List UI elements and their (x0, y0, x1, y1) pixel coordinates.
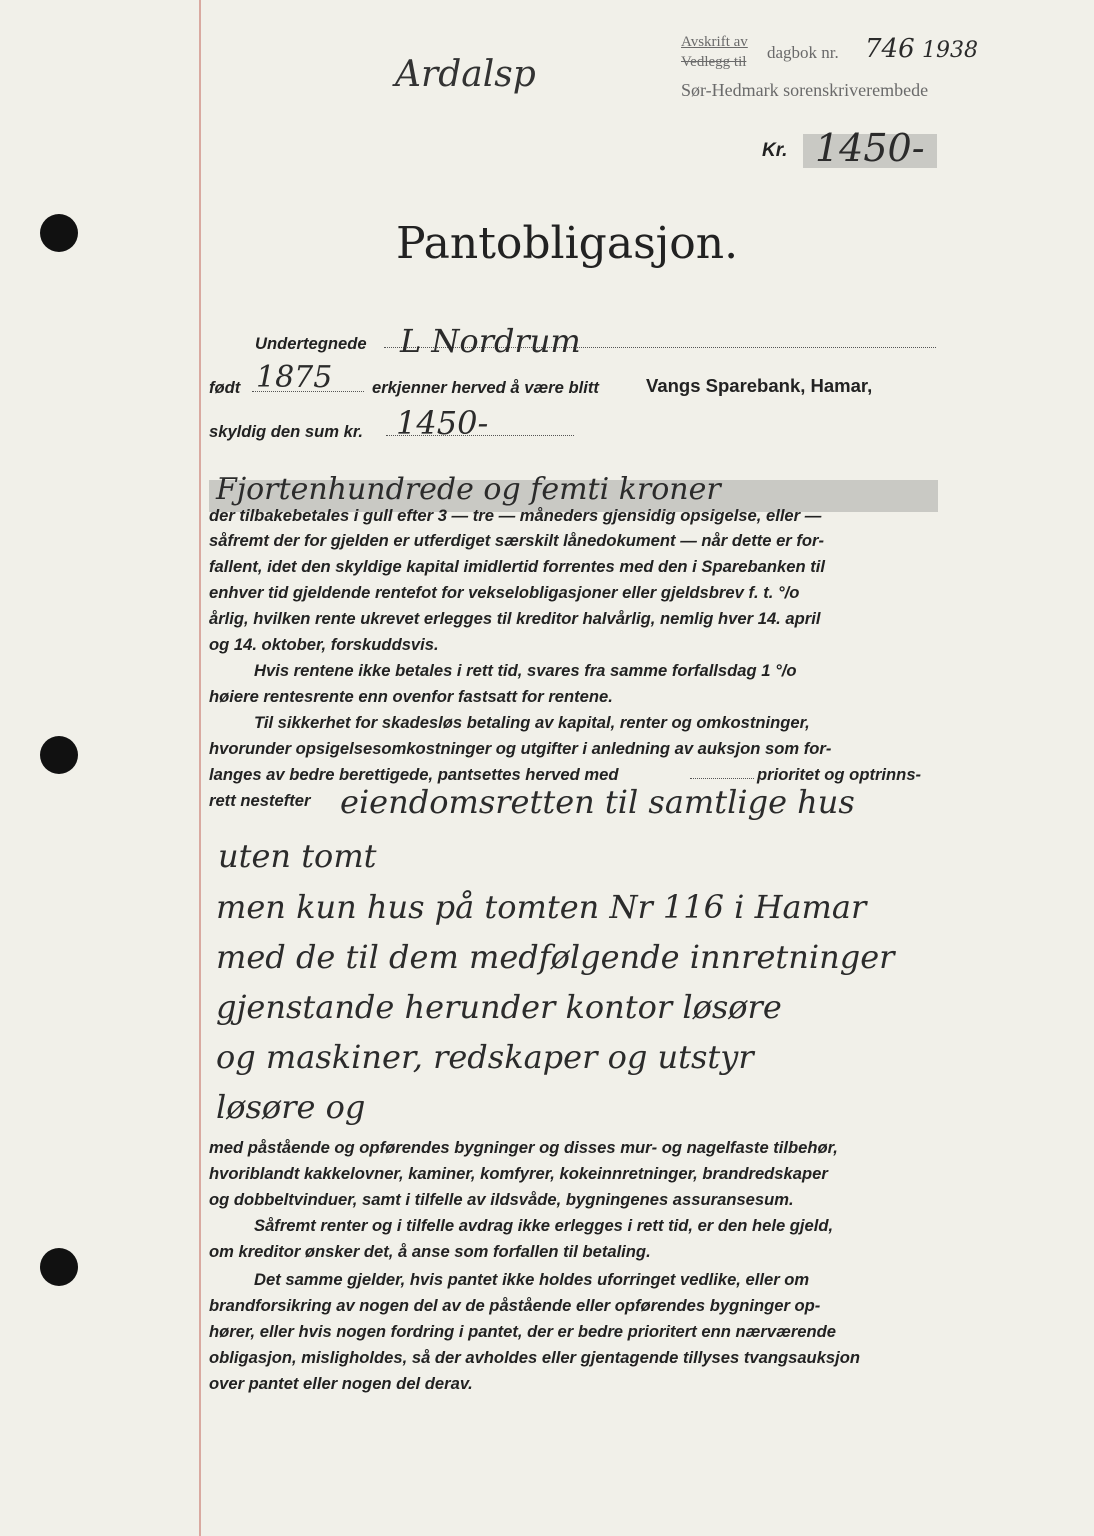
property-line: uten tomt (218, 837, 377, 875)
p6-line: over pantet eller nogen del derav. (209, 1374, 473, 1393)
property-line: løsøre og (216, 1088, 366, 1126)
p2-line: Hvis rentene ikke betales i rett tid, svares fra samme forfallsdag 1 °/o (254, 661, 797, 680)
p1-line: såfremt der for gjelden er utferdiget særskilt lånedokument — når dette er for- (209, 531, 825, 550)
p1-line: årlig, hvilken rente ukrevet erlegges til kreditor halvårlig, nemlig hver 14. april (209, 609, 821, 628)
property-line: og maskiner, redskaper og utstyr (216, 1038, 754, 1076)
p1-line: der tilbakebetales i gull efter 3 — tre — måneders gjensidig opsigelse, eller — (209, 506, 822, 525)
p4-line: med påstående og opførendes bygninger og disses mur- og nagelfaste tilbehør, (209, 1138, 838, 1157)
dagbok-year: 1938 (922, 38, 978, 63)
p5-line: Såfremt renter og i tilfelle avdrag ikke erlegges i rett tid, er den hele gjeld, (254, 1216, 834, 1235)
p6-line: brandforsikring av nogen del av de påstående eller opførendes bygninger op- (209, 1296, 821, 1315)
property-line: eiendomsretten til samtlige hus (340, 783, 855, 821)
skyldig-label: skyldig den sum kr. (209, 422, 364, 441)
amount-words: Fjortenhundrede og femti kroner (216, 472, 721, 507)
p1-line: fallent, idet den skyldige kapital imidlertid forrentes med den i Sparebanken til (209, 557, 825, 576)
born-year: 1875 (256, 360, 333, 395)
punch-hole (40, 214, 78, 252)
p3-line: rett nestefter (209, 791, 311, 810)
property-line: gjenstande herunder kontor løsøre (216, 988, 782, 1026)
p2-line: høiere rentesrente enn ovenfor fastsatt for rentene. (209, 687, 613, 706)
handwritten-top-left: Ardalsp (395, 54, 536, 95)
stamp-avskrift: Avskrift av (681, 34, 748, 50)
undertegnede-label: Undertegnede (255, 334, 367, 353)
p6-line: obligasjon, misligholdes, så der avholdes eller gjentagende tillyses tvangsauksjon (209, 1348, 861, 1367)
punch-hole (40, 736, 78, 774)
p3-line: langes av bedre berettigede, pantsettes herved med (209, 765, 619, 784)
kr-amount: 1450- (815, 126, 925, 170)
p3-line: Til sikkerhet for skadesløs betaling av kapital, renter og omkostninger, (254, 713, 810, 732)
stamp-dagbok: dagbok nr. (767, 43, 839, 62)
kr-label: Kr. (762, 140, 788, 161)
p6-line: Det samme gjelder, hvis pantet ikke holdes uforringet vedlike, eller om (254, 1270, 810, 1289)
p5-line: om kreditor ønsker det, å anse som forfallen til betaling. (209, 1242, 651, 1261)
signer-name: L Nordrum (400, 322, 581, 360)
stamp-office: Sør-Hedmark sorenskriverembede (681, 80, 929, 100)
sum-amount: 1450- (396, 404, 489, 442)
fodt-label: født (209, 378, 241, 397)
erkjenner-text: erkjenner herved å være blitt (372, 378, 599, 397)
priority-line (690, 778, 754, 779)
p3-line: hvorunder opsigelsesomkostninger og utgifter i anledning av auksjon som for- (209, 739, 832, 758)
page-title: Pantobligasjon. (396, 218, 739, 269)
property-line: men kun hus på tomten Nr 116 i Hamar (216, 888, 867, 926)
punch-hole (40, 1248, 78, 1286)
p6-line: hører, eller hvis nogen fordring i pantet, der er bedre prioritert enn nærværende (209, 1322, 837, 1341)
dagbok-number: 746 (865, 34, 915, 64)
p1-line: og 14. oktober, forskuddsvis. (209, 635, 439, 654)
p4-line: og dobbeltvinduer, samt i tilfelle av ildsvåde, bygningenes assuransesum. (209, 1190, 794, 1209)
p3-line: prioritet og optrinns- (757, 765, 922, 784)
p1-line: enhver tid gjeldende rentefot for vekselobligasjoner eller gjeldsbrev f. t. °/o (209, 583, 800, 602)
bank-name: Vangs Sparebank, Hamar, (646, 375, 873, 396)
stamp-vedlegg: Vedlegg til (681, 54, 747, 70)
p4-line: hvoriblandt kakkelovner, kaminer, komfyrer, kokeinnretninger, brandredskaper (209, 1164, 828, 1183)
property-line: med de til dem medfølgende innretninger (216, 938, 895, 976)
margin-line (199, 0, 201, 1536)
